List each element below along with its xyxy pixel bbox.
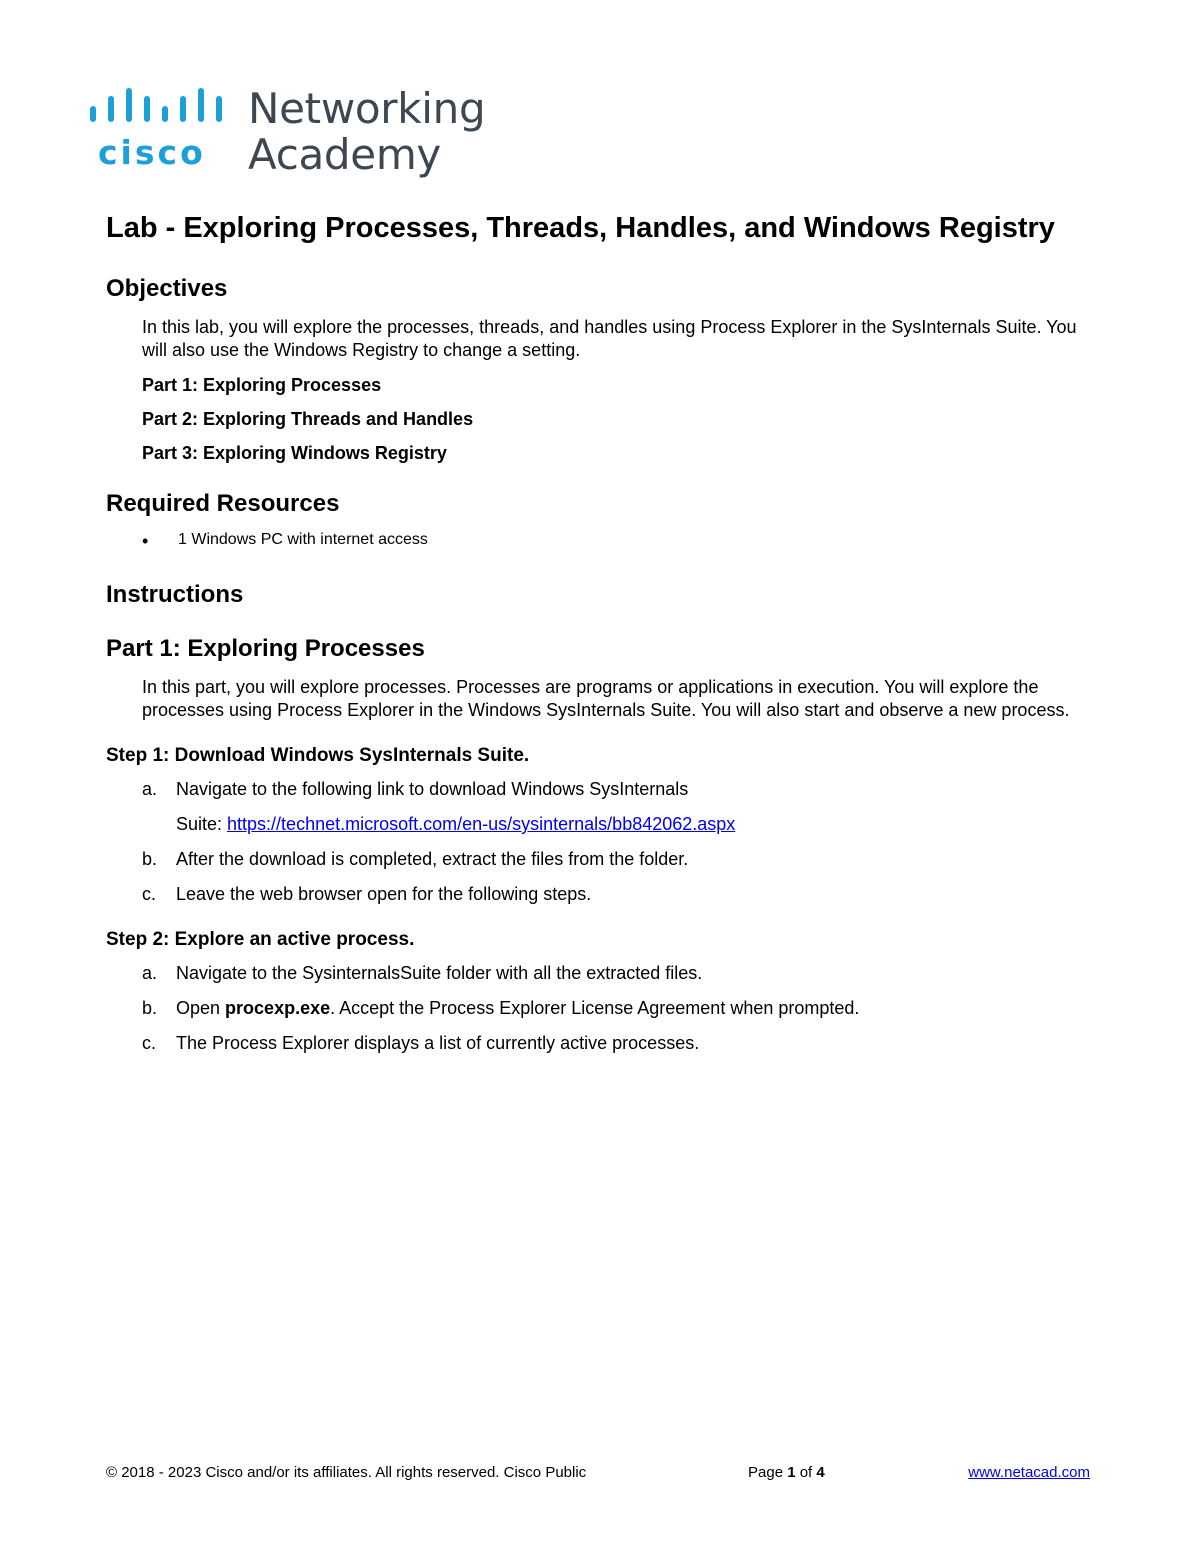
step2-item-b: [142, 997, 1096, 1020]
bullet-icon: •: [142, 531, 149, 551]
document-body: [106, 210, 1096, 1067]
step1-item-a: [142, 778, 1096, 836]
step2-item-b-post: . Accept the Process Explorer License Agreement when prompted.: [330, 998, 860, 1018]
page-footer: [106, 1464, 1096, 1484]
step2-item-c-label: c.: [142, 1033, 157, 1053]
step2-item-a-text: Navigate to the SysinternalsSuite folder with all the extracted files.: [176, 963, 703, 983]
step1-suite-label: Suite:: [176, 814, 228, 834]
footer-page-number: Page 1 of 4: [748, 1464, 825, 1481]
step1-item-c-label: c.: [142, 884, 157, 904]
step2-list: [106, 962, 1096, 1055]
step2-item-b-label: b.: [142, 998, 158, 1018]
resources-heading: Required Resources: [106, 490, 340, 517]
step1-item-c: [142, 883, 1096, 906]
total-pages: 4: [816, 1464, 825, 1481]
objective-part-1: Part 1: Exploring Processes: [142, 375, 382, 395]
current-page: 1: [787, 1464, 796, 1481]
objective-part-2: Part 2: Exploring Threads and Handles: [142, 409, 474, 429]
part1-heading: Part 1: Exploring Processes: [106, 635, 425, 662]
sysinternals-download-link[interactable]: https://technet.microsoft.com/en-us/sysinternals/bb842062.aspx: [227, 814, 736, 834]
step1-heading: Step 1: Download Windows SysInternals Suite.: [106, 745, 530, 766]
step2-item-a-label: a.: [142, 963, 158, 983]
cisco-wordmark: cisco: [98, 133, 206, 172]
step2-item-b-pre: Open: [176, 998, 226, 1018]
step2-item-c-text: The Process Explorer displays a list of currently active processes.: [176, 1033, 700, 1053]
resource-item: [106, 531, 1096, 552]
instructions-heading: Instructions: [106, 581, 244, 608]
part1-intro: In this part, you will explore processes. Processes are programs or applications in execution. You will explore the processes using Process Explorer in the Windows SysInternals Suite. You will also start and observe a new process.: [142, 677, 1070, 720]
resource-item-text: 1 Windows PC with internet access: [178, 531, 428, 548]
step2-item-c: [142, 1032, 1096, 1055]
step1-item-b-text: After the download is completed, extract the files from the folder.: [176, 849, 689, 869]
step2-heading: Step 2: Explore an active process.: [106, 929, 415, 950]
step1-item-b-label: b.: [142, 849, 158, 869]
objectives-heading: Objectives: [106, 275, 228, 302]
procexp-filename: procexp.exe: [225, 998, 331, 1018]
logo-networking: Networking: [248, 84, 486, 133]
step1-item-c-text: Leave the web browser open for the following steps.: [176, 884, 592, 904]
page-title: Lab - Exploring Processes, Threads, Handles, and Windows Registry: [106, 212, 1055, 244]
step1-list: [106, 778, 1096, 906]
step1-item-a-text: Navigate to the following link to download Windows SysInternals: [176, 779, 689, 799]
netacad-link[interactable]: www.netacad.com: [968, 1464, 1090, 1481]
cisco-networking-academy-logo: [86, 84, 486, 179]
step1-item-a-label: a.: [142, 779, 158, 799]
objectives-text: In this lab, you will explore the processes, threads, and handles using Process Explorer in the SysInternals Suite. You will also use the Windows Registry to change a setting.: [142, 317, 1077, 360]
cisco-bars-icon: [86, 86, 236, 130]
footer-copyright: © 2018 - 2023 Cisco and/or its affiliates. All rights reserved. Cisco Public: [106, 1464, 587, 1481]
objective-part-3: Part 3: Exploring Windows Registry: [142, 443, 447, 463]
logo-academy: Academy: [248, 130, 441, 179]
step2-item-a: [142, 962, 1096, 985]
step1-item-b: [142, 848, 1096, 871]
